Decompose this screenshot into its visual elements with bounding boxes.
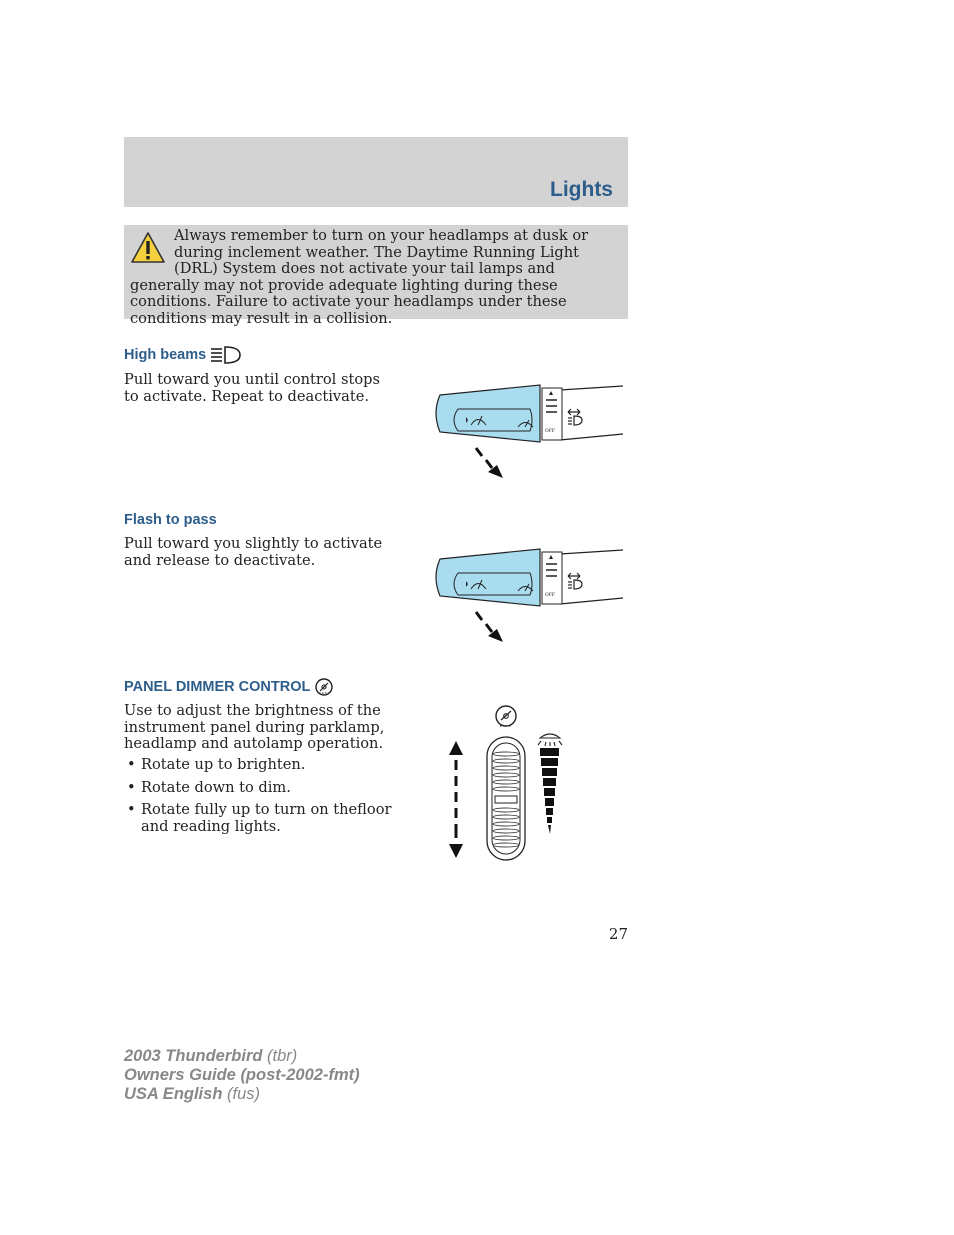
panel-dimmer-icon [314, 677, 334, 697]
high-beams-heading-text: High beams [124, 347, 207, 363]
stalk-off-label: OFF [545, 593, 555, 598]
panel-dimmer-bullet-list [124, 757, 394, 841]
list-item: • Rotate down to dim. [124, 780, 394, 797]
page-number: 27 [608, 925, 628, 943]
list-item: • Rotate fully up to turn on thefloor and reading lights. [124, 802, 394, 835]
stalk-off-label: OFF [545, 429, 555, 434]
high-beams-text: Pull toward you until control stops to activate. Repeat to deactivate. [124, 371, 380, 405]
panel-dimmer-heading [124, 677, 334, 697]
footer-language-code: (fus) [222, 1085, 260, 1103]
list-item: • Rotate up to brighten. [124, 757, 394, 774]
panel-dimmer-heading-text: PANEL DIMMER CONTROL [124, 679, 311, 695]
page-title: Lights [550, 178, 613, 201]
warning-triangle-icon [130, 230, 166, 268]
flash-to-pass-heading-text: Flash to pass [124, 512, 217, 528]
header-band [124, 137, 628, 207]
document-footer [124, 1047, 360, 1104]
panel-dimmer-figure [440, 700, 570, 865]
warning-text: Always remember to turn on your headlamps at dusk or during inclement weather. The Daytime Running Light (DRL) System does not activate your tail lamps and generally may not provide adequate lighting during these conditions. Failure to activate your headlamps under these conditions may result in a collision. [130, 227, 589, 327]
footer-guide: Owners Guide (post-2002-fmt) [124, 1066, 360, 1084]
flash-to-pass-text: Pull toward you slightly to activate and release to deactivate. [124, 535, 383, 569]
high-beams-stalk-figure [430, 380, 630, 485]
high-beams-heading [124, 345, 242, 365]
flash-to-pass-heading [124, 512, 217, 528]
footer-model-code: (tbr) [262, 1047, 298, 1065]
high-beam-icon [210, 345, 242, 365]
footer-model: 2003 Thunderbird [124, 1047, 263, 1065]
warning-box [124, 225, 628, 327]
panel-dimmer-text: Use to adjust the brightness of the instrument panel during parklamp, headlamp and autolamp operation. [124, 702, 385, 752]
flash-to-pass-stalk-figure [430, 544, 630, 649]
footer-language: USA English [124, 1085, 223, 1103]
